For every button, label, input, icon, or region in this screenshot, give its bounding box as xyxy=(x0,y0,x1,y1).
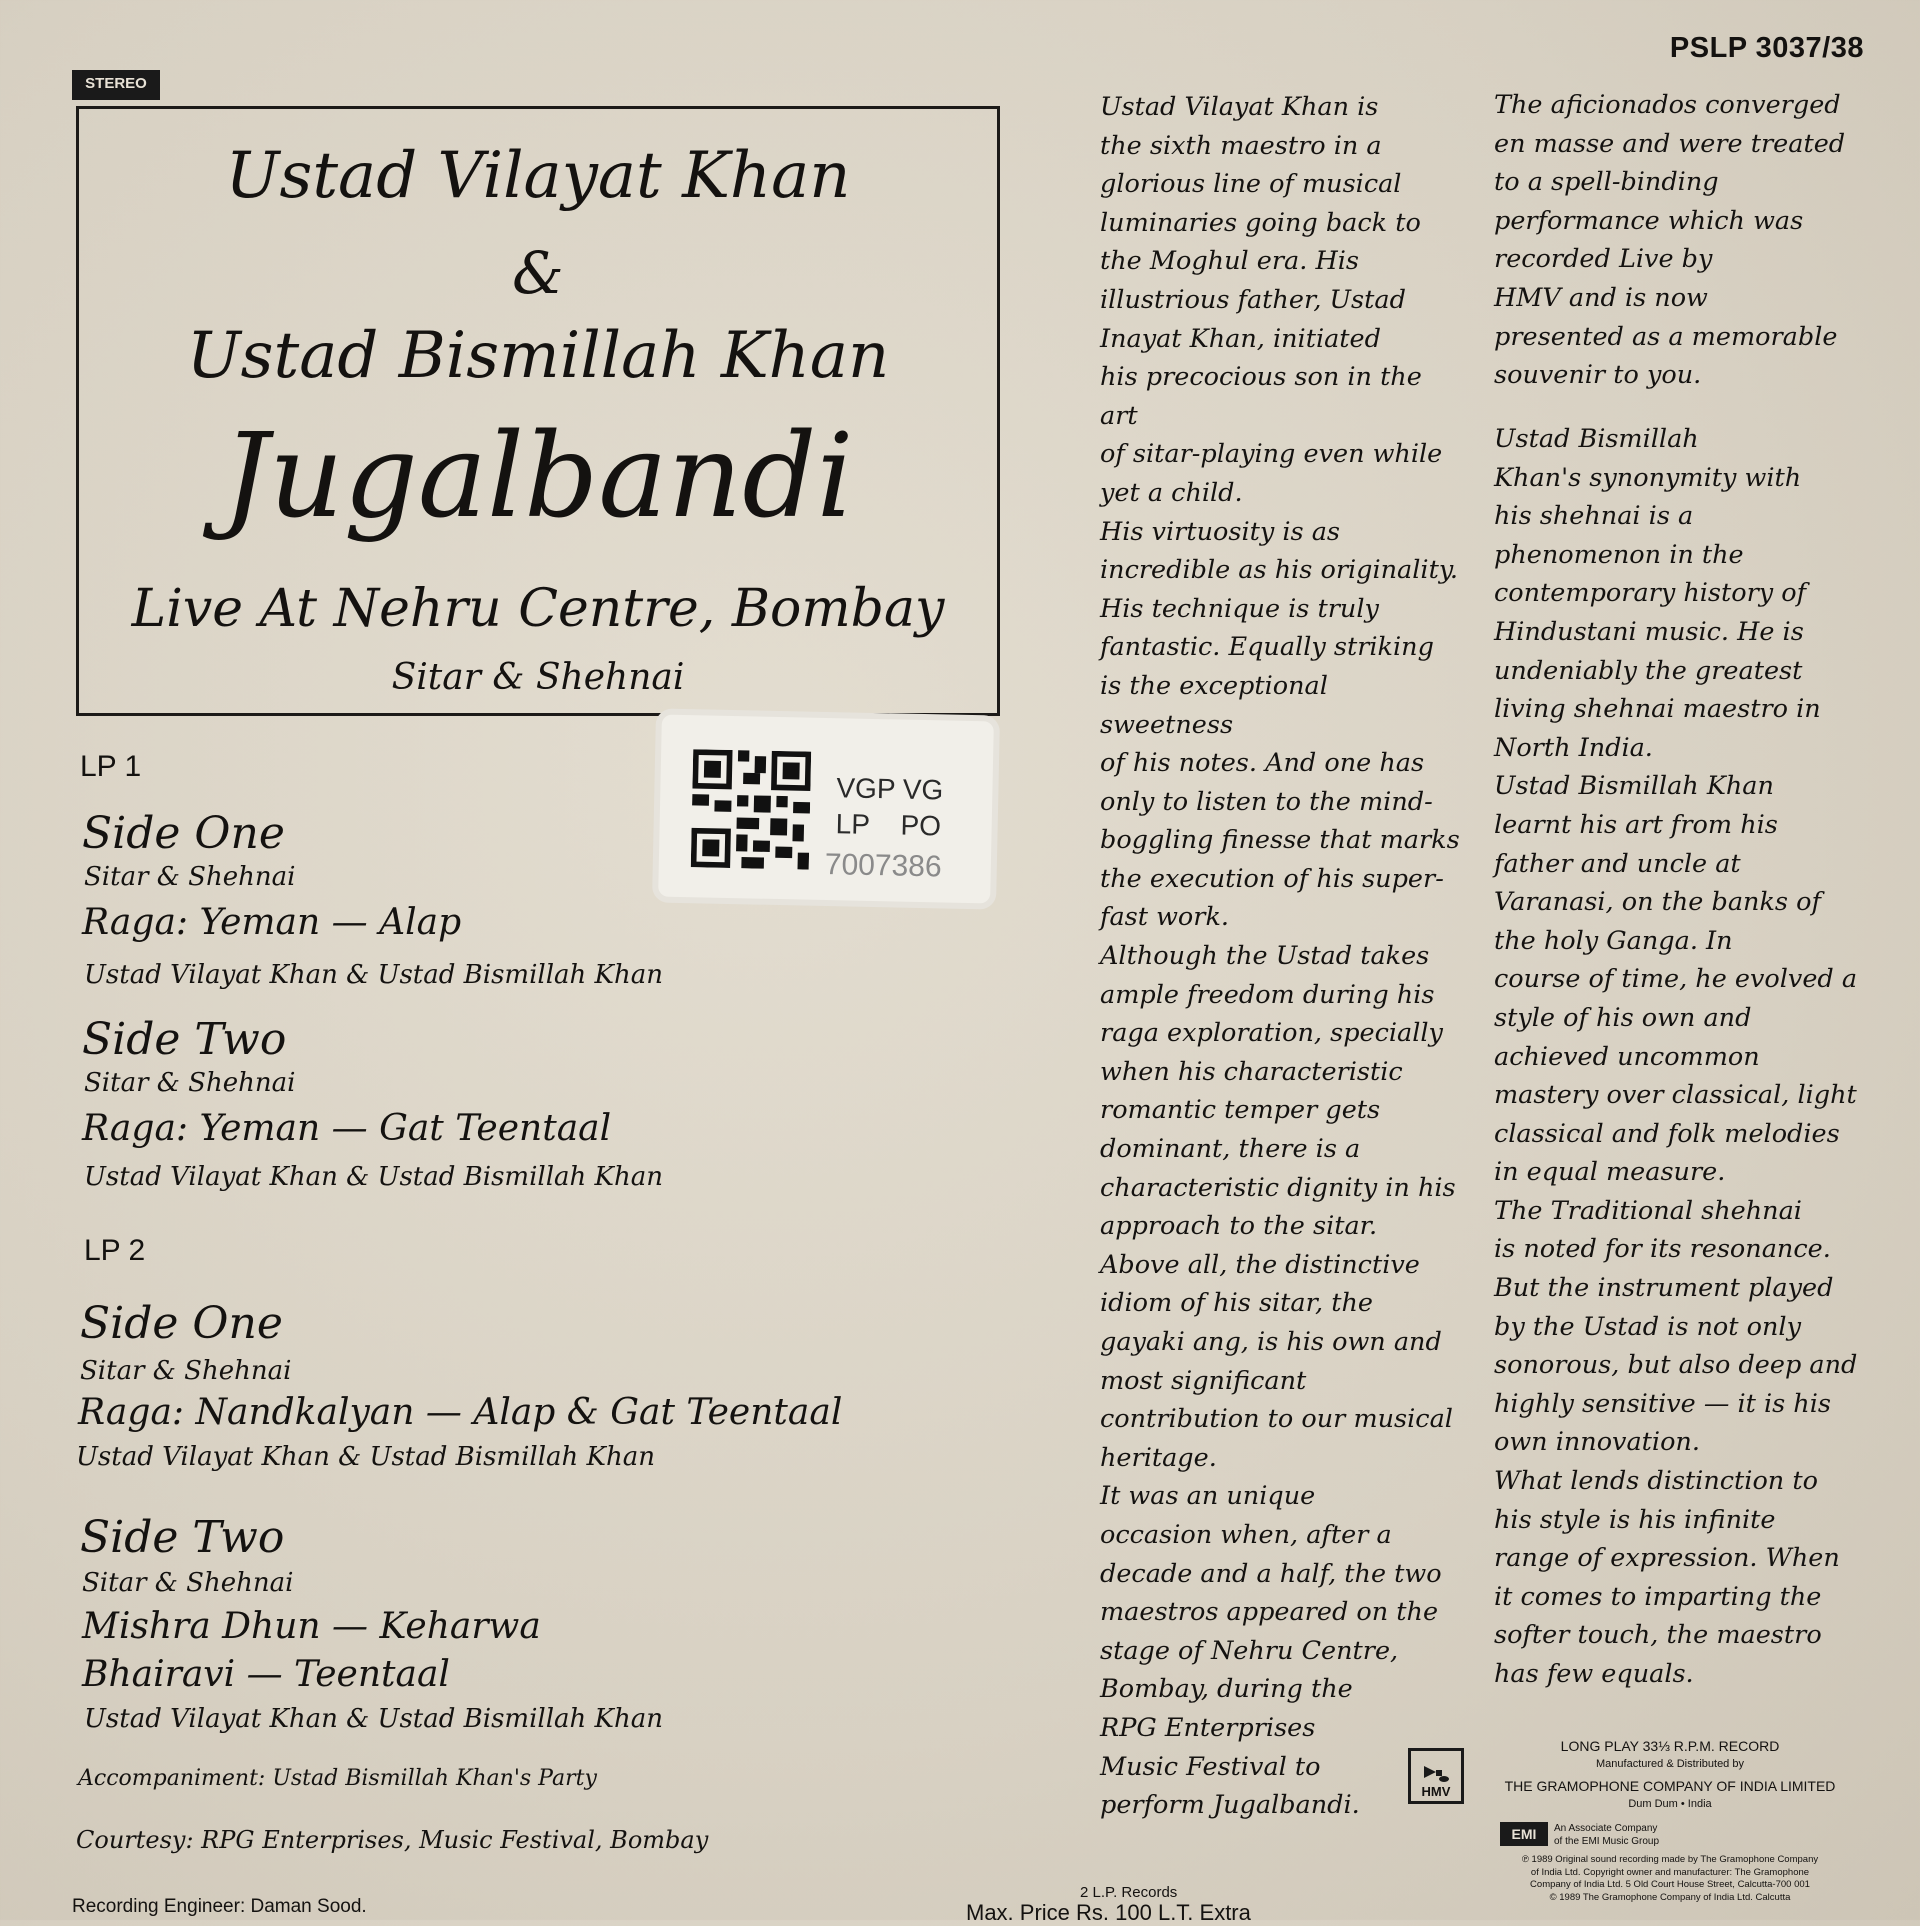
lp2-side-two-instruments: Sitar & Shehnai xyxy=(82,1568,294,1598)
lp1-side-one-title: Side One xyxy=(82,808,285,859)
manufactured-text: Manufactured & Distributed by xyxy=(1596,1758,1744,1770)
liner-notes-column-2a: The aficionados converged en masse and were treated to a spell-binding performance which was recorded Live by HMV and is now presented as a memorable souvenir to you. xyxy=(1494,90,1846,391)
ampersand: & xyxy=(512,239,564,307)
lp2-side-one-raga: Raga: Nandkalyan — Alap & Gat Teentaal xyxy=(78,1392,843,1433)
lp2-side-two-raga-2: Bhairavi — Teentaal xyxy=(82,1654,450,1695)
liner-notes-column-2b: Ustad Bismillah Khan's synonymity with his shehnai is a phenomenon in the contemporary history of Hindustani music. He is undeniably the greatest living shehnai maestro in North India. Ustad Bismillah Khan learnt his art from his father and uncle at Varanasi, on the banks of the holy Ganga. In course of time, he evolved a style of his own and achieved uncommon mastery over classical, light classical and folk melodies in equal measure. The Traditional shehnai is noted for its resonance. But the instrument played by the Ustad is not only sonorous, but also deep and highly sensitive — it is his own innovation. What lends distinction to his style is his infinite range of expression. When it comes to imparting the softer touch, the maestro has few equals. xyxy=(1494,424,1858,1689)
records-count: 2 L.P. Records xyxy=(1080,1884,1178,1901)
lp1-side-two-artists: Ustad Vilayat Khan & Ustad Bismillah Khan xyxy=(84,1162,663,1192)
hmv-logo-text: HMV xyxy=(1421,1784,1451,1799)
lp1-side-two-raga: Raga: Yeman — Gat Teentaal xyxy=(82,1108,612,1149)
company-name: THE GRAMOPHONE COMPANY OF INDIA LIMITED xyxy=(1504,1778,1836,1794)
emi-logo-icon: EMI xyxy=(1500,1822,1548,1846)
recording-engineer: Recording Engineer: Daman Sood. xyxy=(72,1896,367,1917)
stereo-badge: STEREO xyxy=(72,70,160,100)
lp2-side-one-title: Side One xyxy=(80,1298,283,1349)
sticker-number: 7007386 xyxy=(824,847,942,884)
long-play-text: LONG PLAY 33⅓ R.P.M. RECORD xyxy=(1560,1738,1780,1754)
lp2-side-one-artists: Ustad Vilayat Khan & Ustad Bismillah Khan xyxy=(76,1442,655,1472)
company-location: Dum Dum • India xyxy=(1628,1798,1712,1810)
lp2-side-one-instruments: Sitar & Shehnai xyxy=(80,1356,292,1386)
qr-code-icon xyxy=(691,749,811,869)
max-price: Max. Price Rs. 100 L.T. Extra xyxy=(966,1900,1251,1925)
lp2-label: LP 2 xyxy=(84,1234,146,1267)
price-sticker xyxy=(658,715,994,904)
gramophone-icon xyxy=(1422,1762,1450,1784)
liner-notes-column-1: Ustad Vilayat Khan is the sixth maestro in a glorious line of musical luminaries going back to the Moghul era. His illustrious father, Ustad Inayat Khan, initiated his precocious son in the art of sitar-playing even while yet a child. His virtuosity is as incredible as his originality. His technique is truly fantastic. Equally striking is the exceptional sweetness of his notes. And one has only to listen to the mind- boggling finesse that marks the execution of his super- fast work. Although the Ustad takes ample freedom during his raga exploration, specially when his characteristic romantic temper gets dominant, there is a characteristic dignity in his approach to the sitar. Above all, the distinctive idiom of his sitar, the gayaki ang, is his own and most significant contribution to our musical heritage. It was an unique occasion when, after a decade and a half, the two maestros appeared on the stage of Nehru Centre, Bombay, during the RPG Enterprises Music Festival to perform Jugalbandi. xyxy=(1100,92,1460,1821)
artist-line-2: Ustad Bismillah Khan xyxy=(186,319,890,393)
lp1-side-two-instruments: Sitar & Shehnai xyxy=(84,1068,296,1098)
hmv-logo-icon xyxy=(1408,1748,1464,1804)
title-box xyxy=(76,106,1000,716)
catalog-number: PSLP 3037/38 xyxy=(1669,32,1864,64)
album-title: Jugalbandi xyxy=(222,409,854,544)
emi-associate-text: An Associate Company of the EMI Music Group xyxy=(1554,1823,1660,1847)
sticker-code-1: VGP VG xyxy=(836,772,944,806)
sticker-code-2: LP PO xyxy=(835,808,942,842)
lp2-side-two-artists: Ustad Vilayat Khan & Ustad Bismillah Khan xyxy=(84,1704,663,1734)
lp1-side-one-raga: Raga: Yeman — Alap xyxy=(82,902,462,943)
copyright-notice: ℗ 1989 Original sound recording made by The Gramophone Company of India Ltd. Copyright owner and manufacturer: The Gramophone Company of India Ltd. 5 Old Court House Street, Calcutta-700 001 © 1989 The Gramophone Company of India Ltd. Calcutta xyxy=(1521,1854,1819,1903)
lp2-side-two-title: Side Two xyxy=(80,1512,285,1563)
lp1-label: LP 1 xyxy=(80,750,142,783)
lp1-side-one-artists: Ustad Vilayat Khan & Ustad Bismillah Khan xyxy=(84,960,663,990)
instruments: Sitar & Shehnai xyxy=(391,657,685,698)
accompaniment-credit: Accompaniment: Ustad Bismillah Khan's Party xyxy=(78,1766,597,1791)
lp2-side-two-raga-1: Mishra Dhun — Keharwa xyxy=(82,1606,541,1647)
lp1-side-one-instruments: Sitar & Shehnai xyxy=(84,862,296,892)
lp1-side-two-title: Side Two xyxy=(82,1014,287,1065)
artist-line-1: Ustad Vilayat Khan xyxy=(225,139,851,213)
venue: Live At Nehru Centre, Bombay xyxy=(131,579,945,639)
courtesy-credit: Courtesy: RPG Enterprises, Music Festival, Bombay xyxy=(76,1826,709,1854)
